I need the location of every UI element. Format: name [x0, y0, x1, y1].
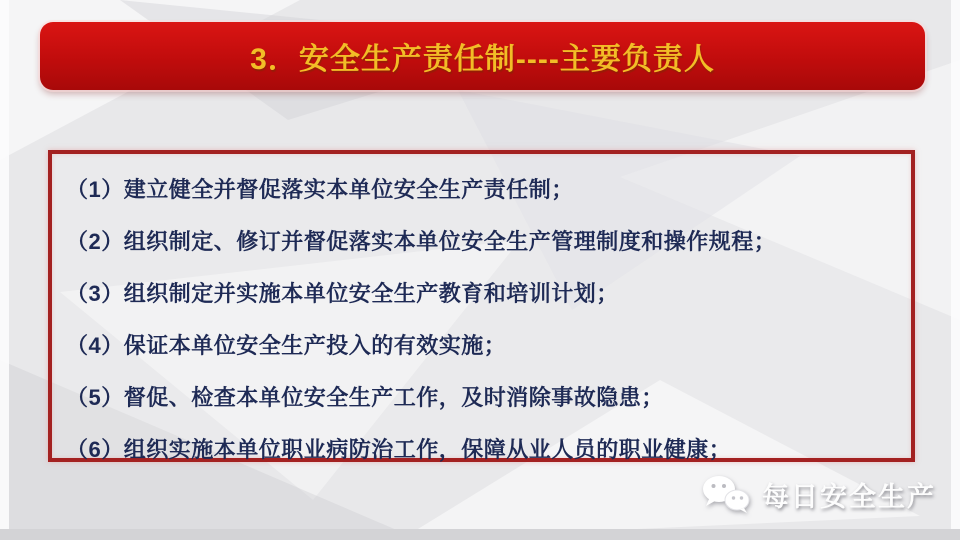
- watermark-label: 每日安全生产: [762, 481, 936, 512]
- watermark: [700, 474, 936, 514]
- list-item: （1）建立健全并督促落实本单位安全生产责任制；: [66, 176, 574, 202]
- content-box: [48, 150, 915, 462]
- list-item: （4）保证本单位安全生产投入的有效实施；: [66, 332, 507, 358]
- wechat-icon: [700, 474, 752, 514]
- title-banner: [40, 22, 925, 90]
- list-item: （6）组织实施本单位职业病防治工作，保障从业人员的职业健康；: [66, 436, 732, 462]
- slide-title: 3．安全生产责任制----主要负责人: [250, 43, 715, 76]
- bottom-edge-strip: [0, 529, 960, 540]
- list-item: （2）组织制定、修订并督促落实本单位安全生产管理制度和操作规程；: [66, 228, 777, 254]
- list-item: （3）组织制定并实施本单位安全生产教育和培训计划；: [66, 280, 619, 306]
- right-edge-strip: [951, 0, 960, 540]
- left-edge-strip: [0, 0, 9, 540]
- list-item: （5）督促、检查本单位安全生产工作，及时消除事故隐患；: [66, 384, 664, 410]
